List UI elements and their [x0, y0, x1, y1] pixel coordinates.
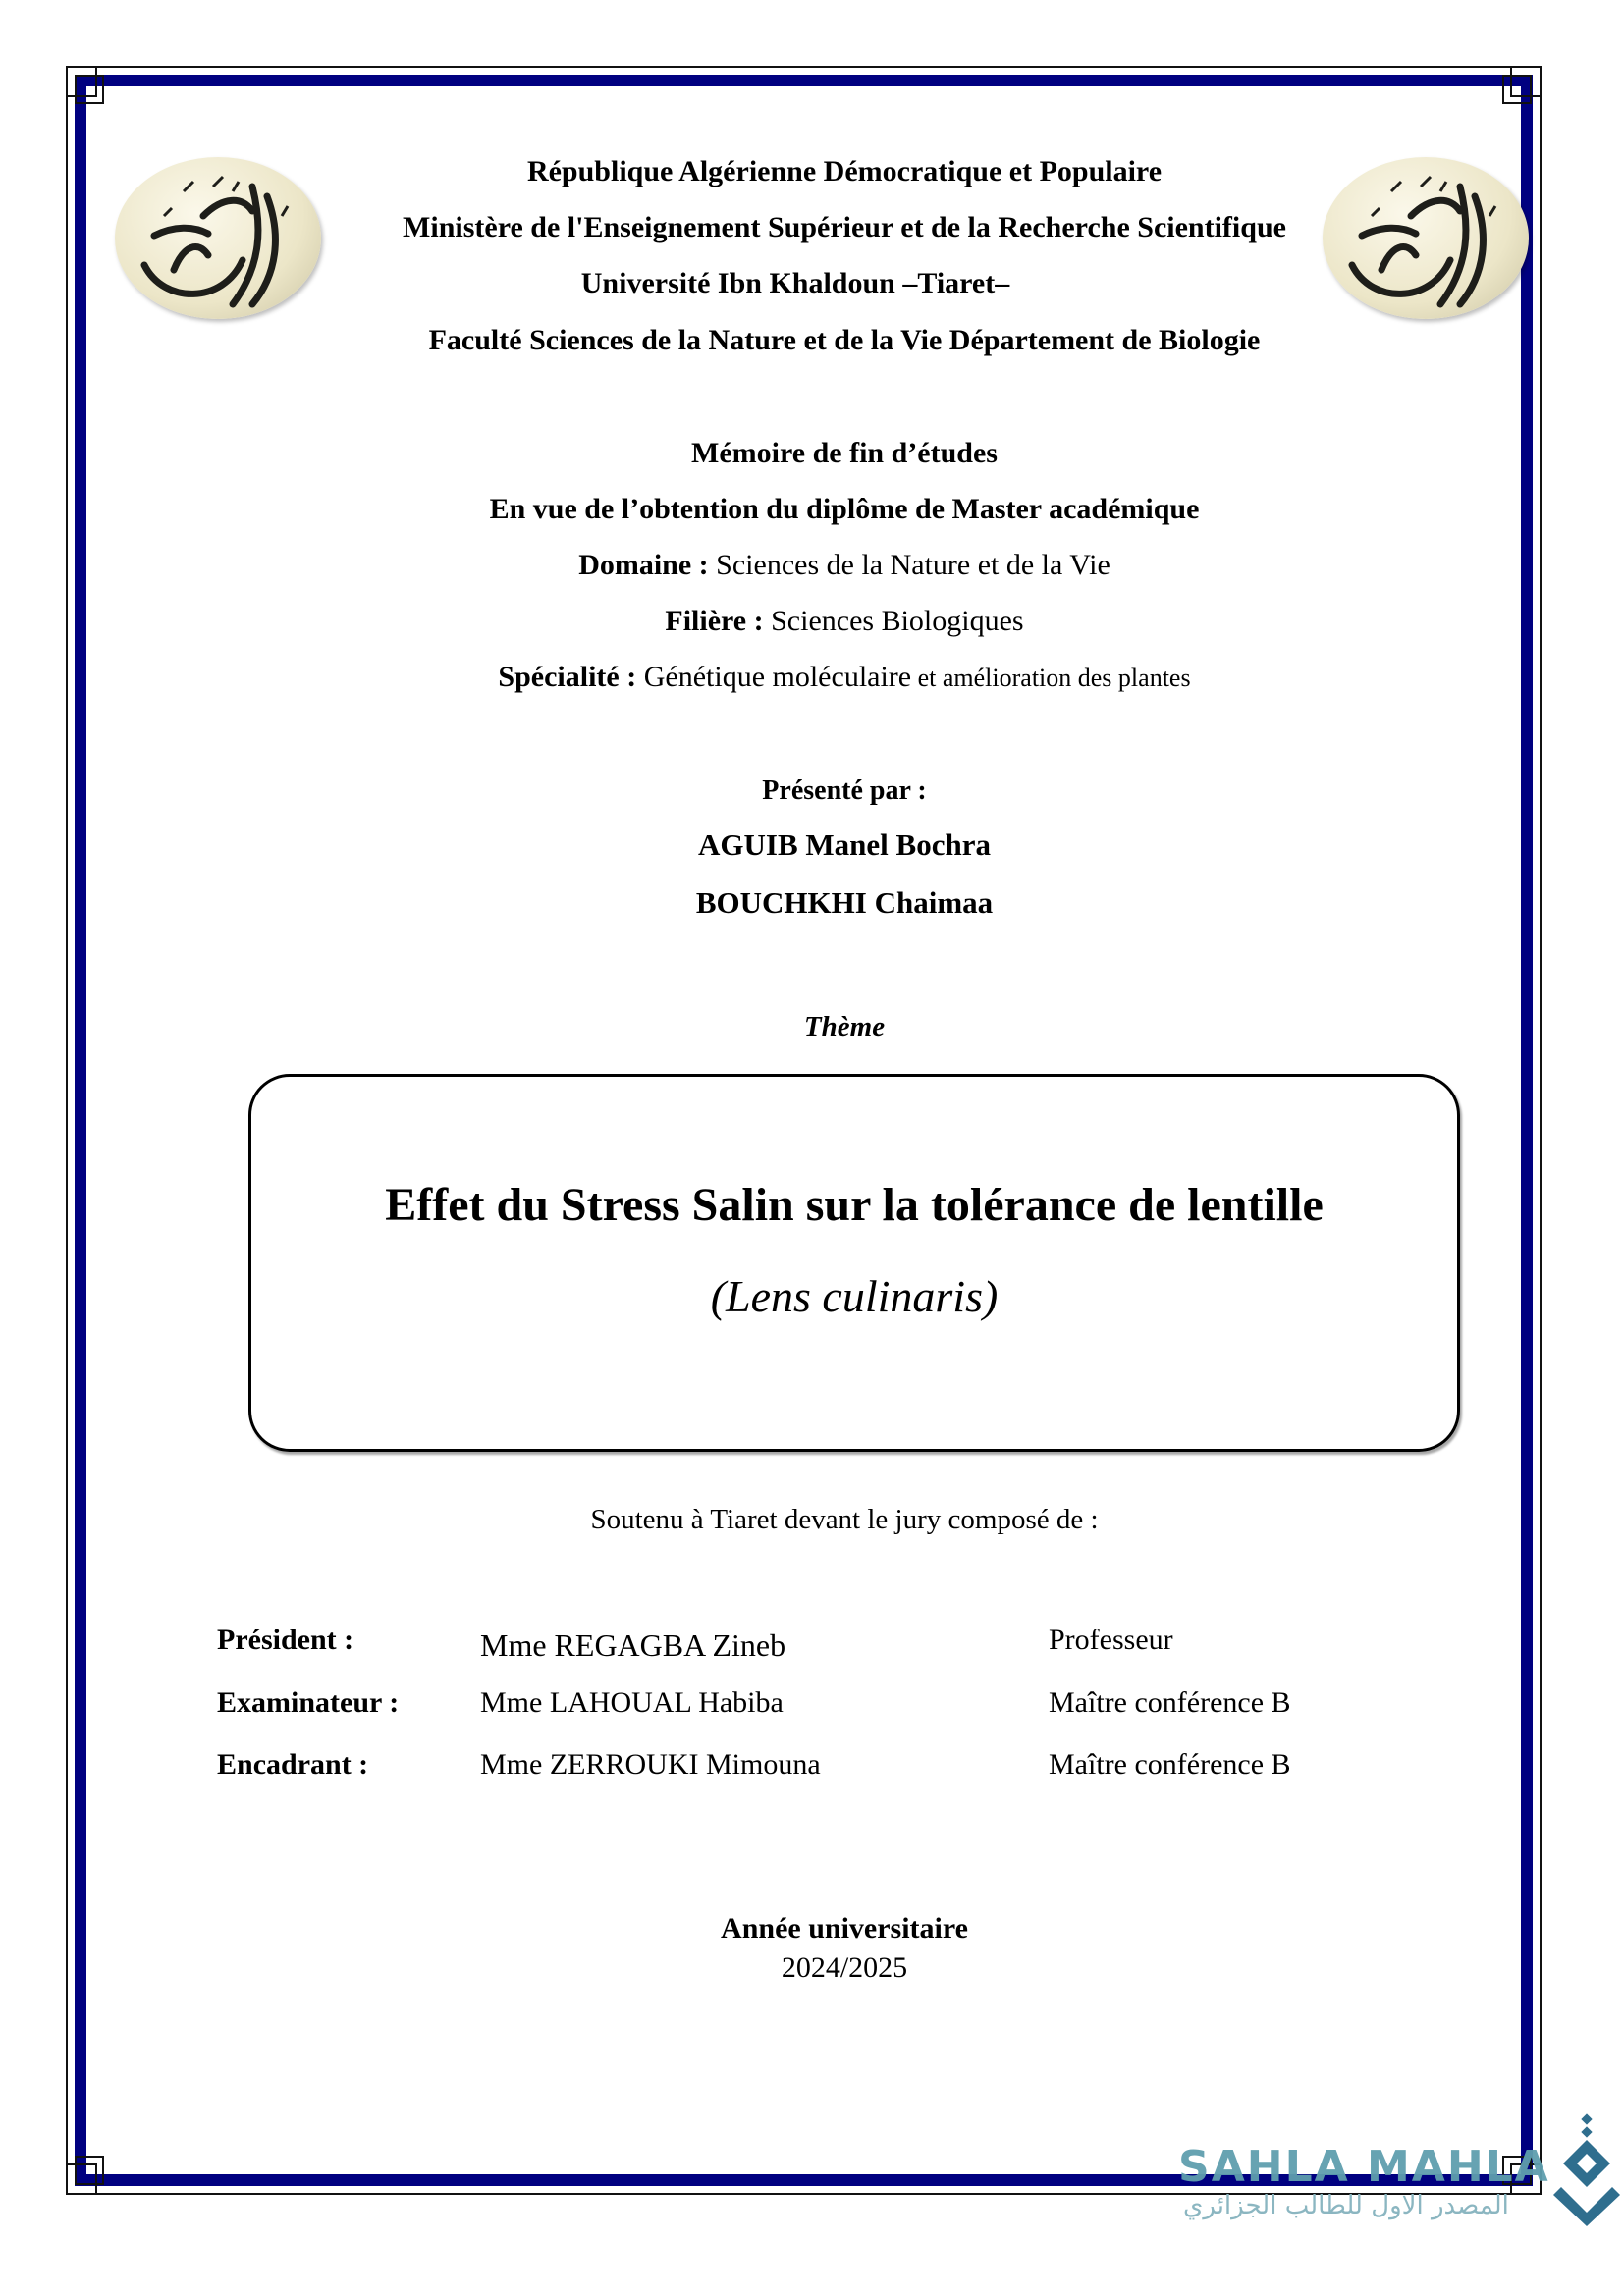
theme-label: Thème [803, 1011, 886, 1042]
specialite-value: Génétique moléculaire [636, 661, 912, 693]
memoire-title: Mémoire de fin d’études [691, 437, 998, 469]
jury-row [217, 1748, 1395, 1788]
thesis-species: (Lens culinaris) [710, 1271, 999, 1321]
presented-by-label: Présenté par : [762, 775, 927, 806]
jury-grade: Maître conférence B [1049, 1748, 1291, 1781]
watermark-text: SAHLA MAHLA [1178, 2142, 1550, 2192]
header-faculty: Faculté Sciences de la Nature et de la Vie Département de Biologie [428, 324, 1261, 356]
jury-name: Mme REGAGBA Zineb [480, 1628, 786, 1663]
author-name: AGUIB Manel Bochra [698, 828, 991, 862]
corner-ornament [75, 2156, 104, 2185]
academic-year-label: Année universitaire [721, 1912, 968, 1945]
sahla-mahla-logo-icon [1551, 2110, 1624, 2228]
specialite-value-suffix: et amélioration des plantes [911, 664, 1191, 692]
author-name: BOUCHKHI Chaimaa [695, 885, 994, 920]
domaine-label: Domaine : [578, 549, 709, 581]
academic-year-value: 2024/2025 [781, 1951, 908, 1984]
jury-name: Mme ZERROUKI Mimouna [480, 1748, 821, 1781]
filiere-label: Filière : [665, 605, 764, 637]
filiere-line [0, 605, 1624, 638]
jury-role: Encadrant : [217, 1748, 369, 1781]
theme-box [248, 1074, 1460, 1452]
memoire-subtitle: En vue de l’obtention du diplôme de Master académique [489, 493, 1200, 525]
domaine-value: Sciences de la Nature et de la Vie [708, 549, 1110, 581]
jury-row [217, 1686, 1395, 1726]
jury-role: Président : [217, 1624, 354, 1656]
specialite-line [0, 661, 1624, 694]
jury-name: Mme LAHOUAL Habiba [480, 1686, 784, 1719]
header-university: Université Ibn Khaldoun –Tiaret– [580, 267, 1010, 299]
filiere-value: Sciences Biologiques [763, 605, 1024, 637]
watermark-arabic: المصدر الاول للطالب الجزائري [1183, 2191, 1509, 2220]
specialite-label: Spécialité : [498, 661, 637, 693]
corner-ornament [1502, 75, 1532, 104]
jury-role: Examinateur : [217, 1686, 400, 1719]
header-republic: République Algérienne Démocratique et Populaire [526, 155, 1163, 187]
jury-intro: Soutenu à Tiaret devant le jury composé de : [590, 1504, 1099, 1535]
jury-row [217, 1624, 1395, 1663]
corner-ornament [75, 75, 104, 104]
thesis-title: Effet du Stress Salin sur la tolérance de lentille [385, 1179, 1324, 1231]
jury-grade: Maître conférence B [1049, 1686, 1291, 1719]
header-ministry: Ministère de l'Enseignement Supérieur et de la Recherche Scientifique [403, 211, 1286, 243]
jury-grade: Professeur [1049, 1624, 1173, 1656]
domaine-line [0, 549, 1624, 582]
